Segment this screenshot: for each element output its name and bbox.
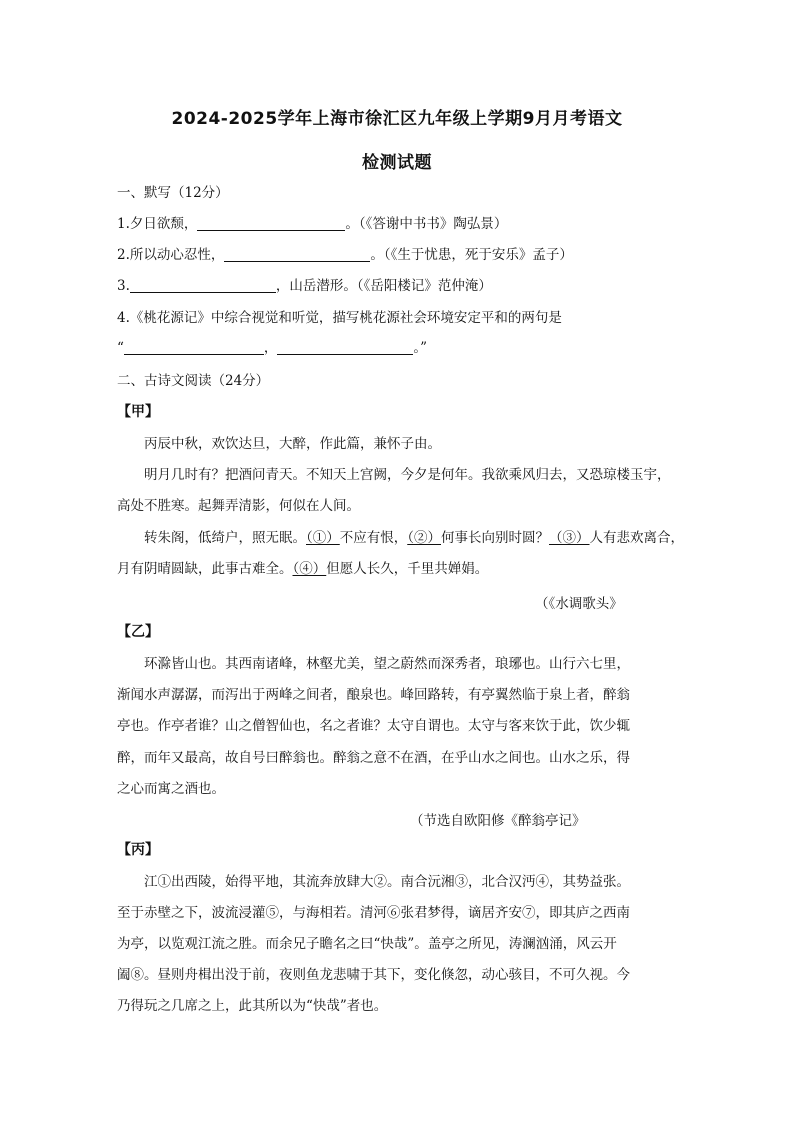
answer-separator: ，: [263, 340, 278, 356]
passage-yi-line: 亭也。作亭者谁？山之僧智仙也，名之者谁？太守自谓也。太守与客来饮于此，饮少辄: [117, 718, 630, 734]
quote-open: “: [117, 340, 124, 356]
passage-jia-line: 明月几时有？把酒问青天。不知天上宫阙，今夕是何年。我欲乘风归去，又恐琼楼玉宇，: [144, 467, 671, 483]
question-2-prefix: 2.所以动心忍性，: [117, 247, 225, 263]
passage-bing-label: 【丙】: [117, 842, 159, 858]
answer-blank-4a[interactable]: [124, 340, 264, 355]
marker-4: （④）: [292, 561, 327, 577]
text-span: 何事长向别时圆？: [441, 530, 549, 546]
question-1-prefix: 1.夕日欲颓，: [117, 216, 198, 232]
question-3: [117, 277, 492, 295]
question-2: [117, 246, 573, 264]
passage-yi-source: （节选自欧阳修《醉翁亭记》: [410, 813, 586, 829]
passage-bing-line: 为亭，以览观江流之胜。而余兄子瞻名之曰“快哉”。盖亭之所见，涛澜汹涌，风云开: [117, 936, 617, 952]
quote-close: 。”: [413, 340, 428, 356]
marker-3: （③）: [549, 530, 590, 546]
question-2-suffix: 。（《生于忧患，死于安乐》孟子）: [370, 247, 573, 263]
text-span: 但愿人长久，千里共婵娟。: [326, 561, 489, 577]
passage-jia-line: 高处不胜寒。起舞弄清影，何似在人间。: [117, 498, 360, 514]
page-title: 2024-2025学年上海市徐汇区九年级上学期9月月考语文: [171, 109, 623, 129]
marker-1: （①）: [306, 530, 340, 546]
answer-blank-1[interactable]: [197, 216, 345, 231]
answer-blank-4b[interactable]: [277, 340, 413, 355]
passage-bing-line: 阖⑧。昼则舟楫出没于前，夜则鱼龙悲啸于其下，变化倏忽，动心骇目，不可久视。今: [117, 967, 630, 983]
section-heading-reading: 二、古诗文阅读（24分）: [117, 373, 270, 389]
passage-jia-line: [117, 560, 488, 578]
passage-bing-line: 至于赤壁之下，波流浸灌⑤，与海相若。清河⑥张君梦得，谪居齐安⑦，即其庐之西南: [117, 905, 630, 921]
passage-yi-line: 渐闻水声潺潺，而泻出于两峰之间者，酿泉也。峰回路转，有亭翼然临于泉上者，醉翁: [117, 687, 630, 703]
passage-yi-line: 之心而寓之酒也。: [117, 781, 225, 797]
text-span: 转朱阁，低绮户，照无眠。: [144, 530, 306, 546]
passage-yi-line: 环滁皆山也。其西南诸峰，林壑尤美，望之蔚然而深秀者，琅琊也。山行六七里，: [144, 656, 630, 672]
question-3-prefix: 3.: [117, 278, 130, 294]
passage-yi-label: 【乙】: [117, 624, 159, 640]
marker-2: （②）: [407, 530, 441, 546]
text-span: 月有阴晴圆缺，此事古难全。: [117, 561, 293, 577]
passage-bing-line: 乃得玩之几席之上，此其所以为“快哉”者也。: [117, 998, 388, 1014]
question-1-suffix: 。（《答谢中书书》陶弘景）: [345, 216, 508, 232]
passage-jia-line: [144, 529, 684, 547]
text-span: 不应有恨，: [339, 530, 408, 546]
passage-jia-preface: 丙辰中秋，欢饮达旦，大醉，作此篇，兼怀子由。: [144, 436, 441, 452]
answer-blank-2[interactable]: [224, 247, 370, 262]
passage-yi-line: 醉，而年又最高，故自号曰醉翁也。醉翁之意不在酒，在乎山水之间也。山水之乐，得: [117, 750, 630, 766]
page-subtitle: 检测试题: [362, 153, 432, 173]
passage-jia-label: 【甲】: [117, 404, 159, 420]
passage-jia-source: （《水调歌头》: [535, 596, 623, 612]
question-1: [117, 215, 507, 233]
answer-blank-3[interactable]: [130, 278, 276, 293]
question-4: 4.《桃花源记》中综合视觉和听觉，描写桃花源社会环境安定平和的两句是: [117, 310, 562, 326]
passage-bing-line: 江①出西陵，始得平地，其流奔放肆大②。南合沅湘③，北合汉沔④，其势益张。: [144, 874, 630, 890]
question-3-suffix: ，山岳潜形。（《岳阳楼记》范仲淹）: [275, 278, 492, 294]
section-heading-dictation: 一、默写（12分）: [117, 185, 229, 201]
text-span: 人有悲欢离合，: [589, 530, 684, 546]
question-4-answer: [117, 339, 427, 357]
